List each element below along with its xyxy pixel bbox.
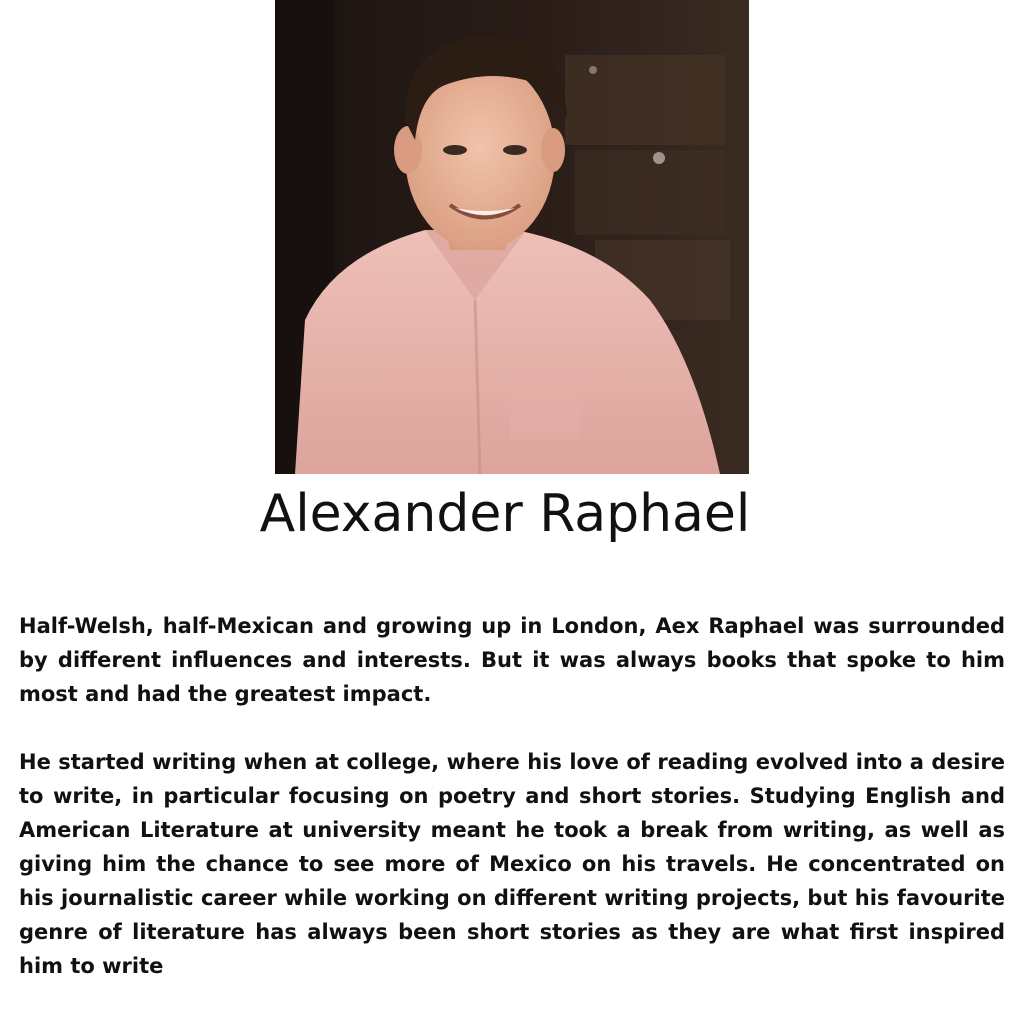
author-photo bbox=[275, 0, 749, 474]
portrait-image bbox=[275, 0, 749, 474]
bio-paragraph: Half-Welsh, half-Mexican and growing up in London, Aex Raphael was surrounded by different influences and interests. But it was always books that spoke to him most and had the greatest impact. bbox=[19, 614, 1005, 706]
author-name: Alexander Raphael bbox=[259, 484, 751, 544]
author-bio bbox=[19, 609, 1005, 983]
bio-paragraph: He started writing when at college, where his love of reading evolved into a desire to write, in particular focusing on poetry and short stories. Studying English and American Literature at university meant he took a break from writing, as well as giving him the chance to see more of Mexico on his travels. He concentrated on his journalistic career while working on different writing projects, but his favourite genre of literature has always been short stories as they are what first inspired him to write bbox=[19, 750, 1005, 978]
